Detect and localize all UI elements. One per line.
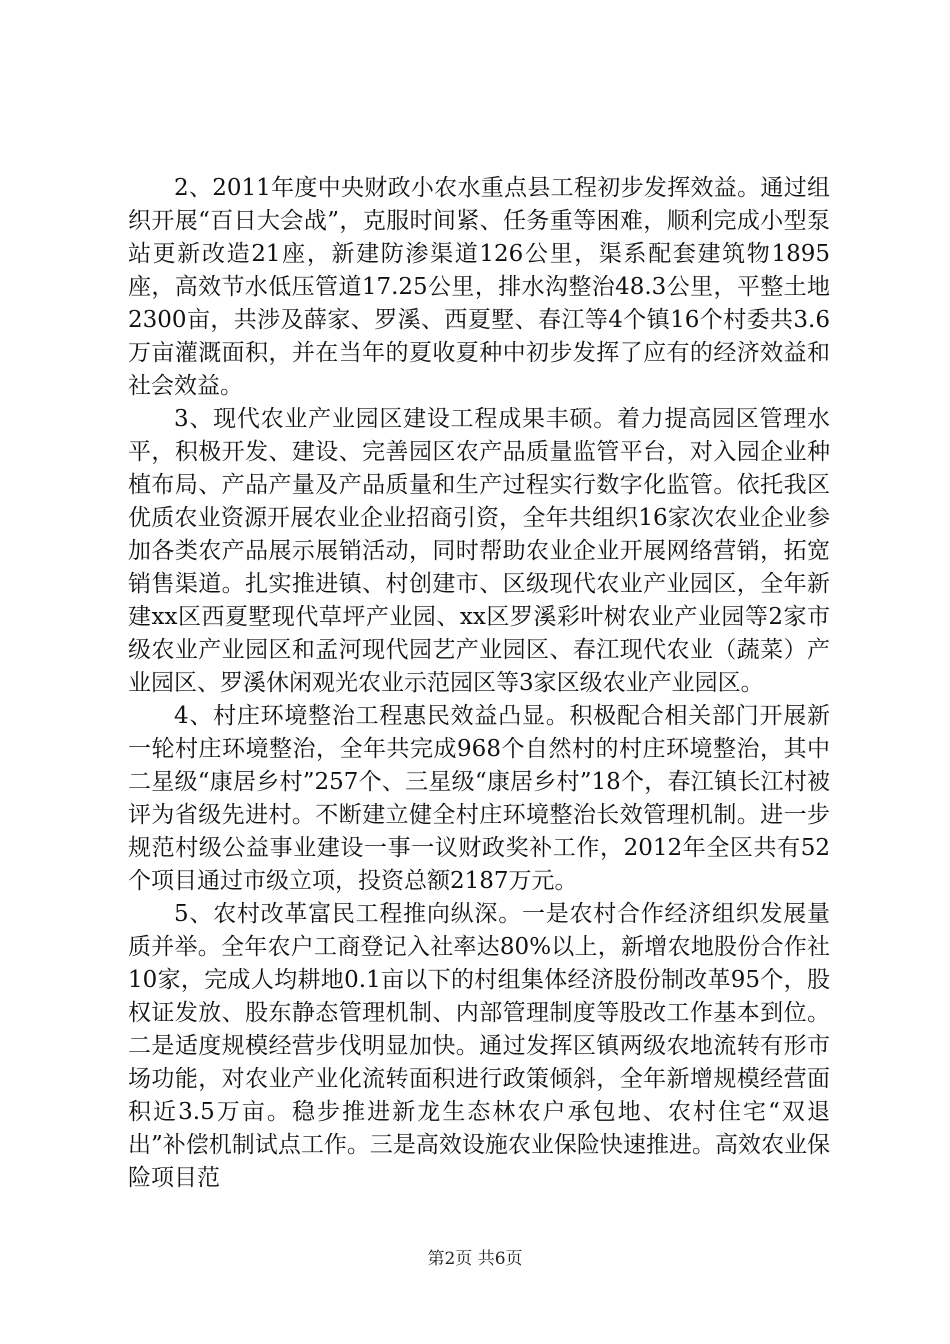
paragraph-agri-industrial-park: 3、现代农业产业园区建设工程成果丰硕。着力提高园区管理水平，积极开发、建设、完善园区农产品质量监管平台，对入园企业种植布局、产品产量及产品质量和生产过程实行数字化监管。依托我区优质农业资源开展农业企业招商引资，全年共组织16家次农业企业参加各类农产品展示展销活动，同时帮助农业企业开展网络营销，拓宽销售渠道。扎实推进镇、村创建市、区级现代农业产业园区，全年新建xx区西夏墅现代草坪产业园、xx区罗溪彩叶树农业产业园等2家市级农业产业园区和孟河现代园艺产业园区、春江现代农业（蔬菜）产业园区、罗溪休闲观光农业示范园区等3家区级农业产业园区。 xyxy=(128,406,830,696)
document-body xyxy=(128,172,830,1195)
paragraph-rural-reform: 5、农村改革富民工程推向纵深。一是农村合作经济组织发展量质并举。全年农户工商登记入社率达80%以上，新增农地股份合作社10家，完成人均耕地0.1亩以下的村组集体经济股份制改革95个，股权证发放、股东静态管理机制、内部管理制度等股改工作基本到位。二是适度规模经营步伐明显加快。通过发挥区镇两级农地流转有形市场功能，对农业产业化流转面积进行政策倾斜，全年新增规模经营面积近3.5万亩。稳步推进新龙生态林农户承包地、农村住宅“双退出”补偿机制试点工作。三是高效设施农业保险快速推进。高效农业保险项目范 xyxy=(128,901,830,1191)
paragraph-small-water-project: 2、2011年度中央财政小农水重点县工程初步发挥效益。通过组织开展“百日大会战”，克服时间紧、任务重等困难，顺利完成小型泵站更新改造21座，新建防渗渠道126公里，渠系配套建筑物1895座，高效节水低压管道17.25公里，排水沟整治48.3公里，平整土地2300亩，共涉及薛家、罗溪、西夏墅、春江等4个镇16个村委共3.6万亩灌溉面积，并在当年的夏收夏种中初步发挥了应有的经济效益和社会效益。 xyxy=(128,175,830,399)
paragraph-village-environment: 4、村庄环境整治工程惠民效益凸显。积极配合相关部门开展新一轮村庄环境整治，全年共完成968个自然村的村庄环境整治，其中二星级“康居乡村”257个、三星级“康居乡村”18个，春江镇长江村被评为省级先进村。不断建立健全村庄环境整治长效管理机制。进一步规范村级公益事业建设一事一议财政奖补工作，2012年全区共有52个项目通过市级立项，投资总额2187万元。 xyxy=(128,703,830,894)
page-number-footer: 第2页 共6页 xyxy=(427,1249,523,1269)
